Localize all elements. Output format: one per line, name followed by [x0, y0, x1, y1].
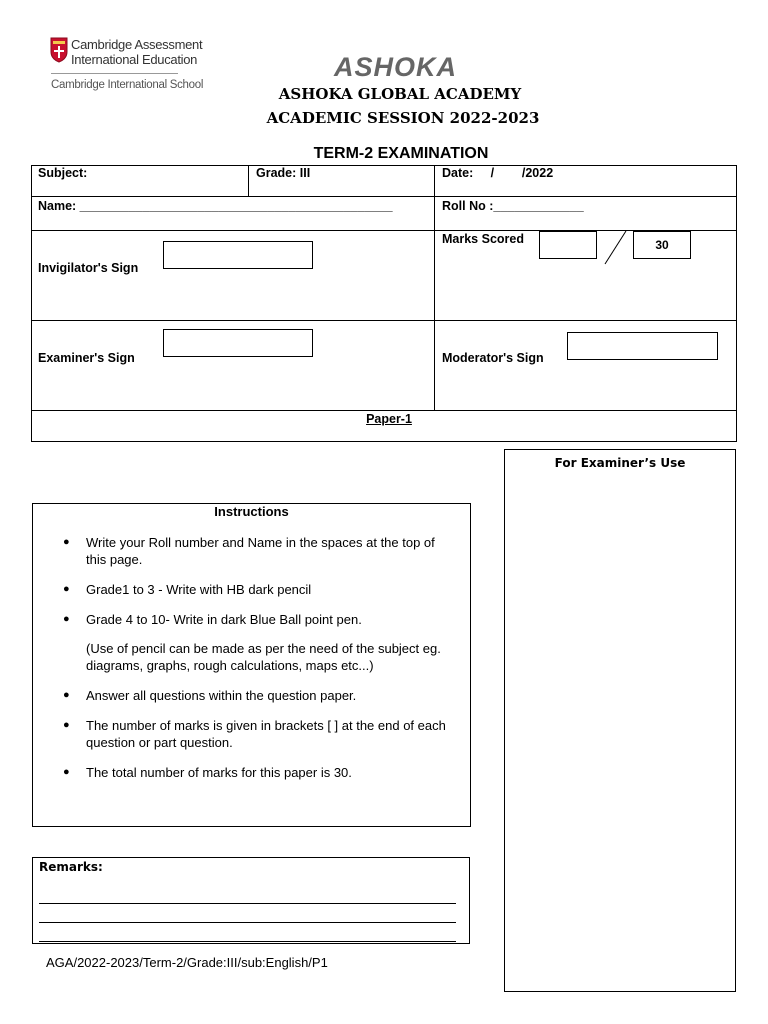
instruction-item [55, 687, 455, 704]
examiner-use-box [504, 449, 736, 992]
total-marks-box [633, 231, 691, 259]
instructions-box [32, 503, 471, 827]
table-row-divider [31, 410, 736, 411]
ashoka-logo [334, 52, 459, 82]
instruction-note [55, 640, 455, 674]
table-col-divider [248, 165, 249, 196]
marks-scored-label: Marks Scored [442, 232, 524, 246]
instruction-text: The total number of marks for this paper is 30. [86, 765, 352, 780]
examiner-sign-label: Examiner's Sign [38, 351, 135, 365]
bullet-icon: ● [63, 689, 70, 701]
cambridge-divider [51, 73, 178, 74]
roll-number-field[interactable]: Roll No :_____________ [442, 199, 584, 213]
name-field[interactable]: Name: _____________________________________________ [38, 199, 393, 213]
examiner-sign-box[interactable] [163, 329, 313, 357]
table-col-divider [434, 165, 435, 410]
bullet-icon: ● [63, 536, 70, 548]
cambridge-line3: Cambridge International School [51, 79, 204, 91]
table-row-divider [31, 320, 736, 321]
instruction-text: Answer all questions within the question paper. [86, 688, 357, 703]
remarks-line[interactable] [39, 941, 456, 942]
invigilator-sign-label: Invigilator's Sign [38, 261, 139, 275]
bullet-icon: ● [63, 766, 70, 778]
table-row-divider [31, 196, 736, 197]
remarks-line[interactable] [39, 903, 456, 904]
instruction-item [55, 534, 455, 568]
instruction-text: Grade1 to 3 - Write with HB dark pencil [86, 582, 312, 597]
instruction-item [55, 611, 455, 628]
instructions-list [55, 534, 455, 781]
remarks-box [32, 857, 470, 944]
cambridge-line1: Cambridge Assessment [71, 37, 203, 52]
instructions-title: Instructions [214, 504, 289, 519]
marks-scored-box[interactable] [539, 231, 597, 259]
remarks-label: Remarks: [39, 860, 103, 874]
ashoka-logo-text: ASHOKA [334, 52, 458, 82]
instruction-item [55, 717, 455, 751]
instruction-text: Grade 4 to 10- Write in dark Blue Ball point pen. [86, 612, 362, 627]
examiner-use-title: For Examiner’s Use [554, 456, 686, 470]
instruction-text: Write your Roll number and Name in the spaces at the top of this page. [86, 535, 435, 567]
instruction-text: (Use of pencil can be made as per the need of the subject eg. diagrams, graphs, rough calculations, maps etc...) [86, 641, 441, 673]
invigilator-sign-box[interactable] [163, 241, 313, 269]
instruction-text: The number of marks is given in brackets [ ] at the end of each question or part question. [86, 718, 446, 750]
total-marks-value: 30 [655, 238, 669, 252]
date-label: Date: / /2022 [442, 166, 554, 180]
bullet-icon: ● [63, 719, 70, 731]
exam-title: TERM-2 EXAMINATION [313, 145, 489, 162]
instruction-item [55, 581, 455, 598]
cambridge-line2: International Education [71, 52, 198, 67]
document-footer-code: AGA/2022-2023/Term-2/Grade:III/sub:English/P1 [46, 955, 328, 970]
moderator-sign-label: Moderator's Sign [442, 351, 544, 365]
school-name: ASHOKA GLOBAL ACADEMY [278, 85, 522, 103]
slash-divider [600, 229, 630, 267]
grade-label: Grade: III [256, 166, 311, 180]
subject-label: Subject: [38, 166, 88, 180]
bullet-icon: ● [63, 583, 70, 595]
instruction-item [55, 764, 455, 781]
bullet-icon: ● [63, 613, 70, 625]
table-row-divider [31, 230, 736, 231]
remarks-line[interactable] [39, 922, 456, 923]
cambridge-shield-icon [50, 37, 68, 63]
paper-label: Paper-1 [366, 412, 412, 426]
moderator-sign-box[interactable] [567, 332, 718, 360]
academic-session: ACADEMIC SESSION 2022-2023 [266, 109, 540, 127]
